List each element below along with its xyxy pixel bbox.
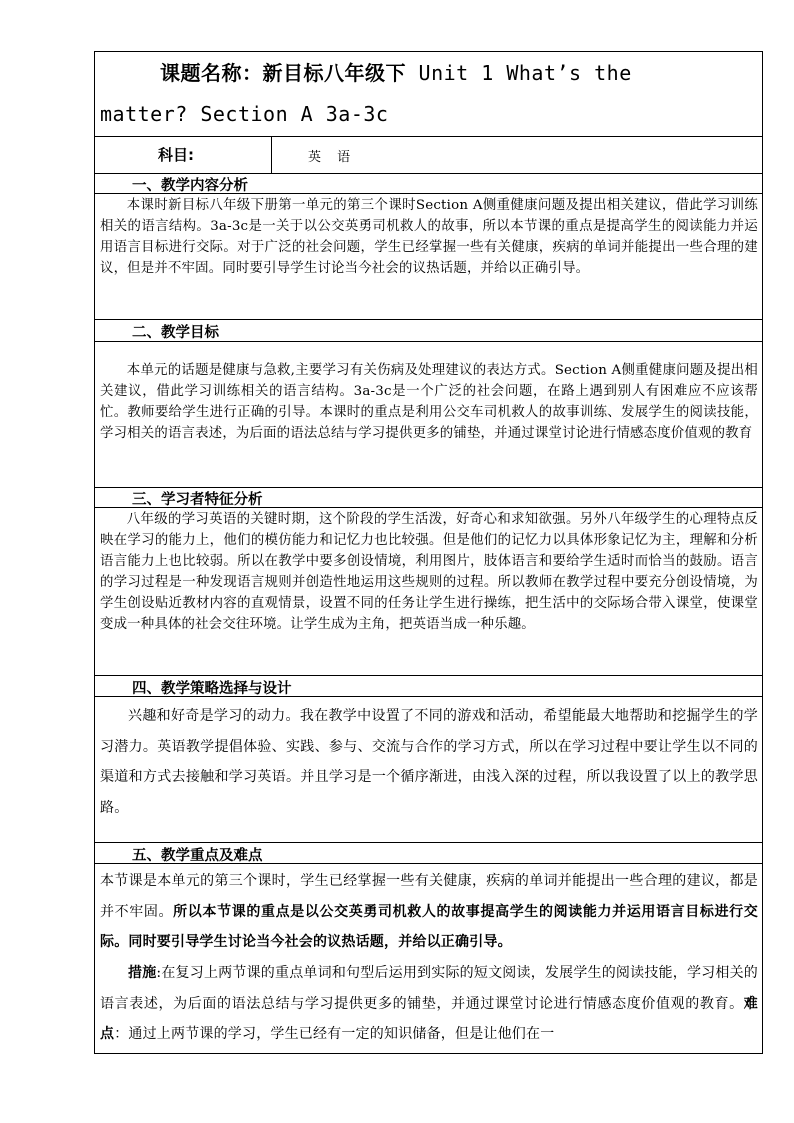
table-rule-vertical: [271, 136, 272, 173]
table-rule: [94, 675, 763, 676]
section-body-learner-analysis: 八年级的学习英语的关键时期，这个阶段的学生活泼，好奇心和求知欲强。另外八年级学生的心理特点反映在学习的能力上，他们的模仿能力和记忆力也比较强。但是他们的记忆力以具体形象记忆为主，理解和分析语言能力上也比较弱。所以在教学中要多创设情境，利用图片，肢体语言和要给学生适时而恰当的鼓励。语言的学习过程是一种发现语言规则并创造性地运用这些规则的过程。所以教师在教学过程中要充分创设情境，为学生创设贴近教材内容的直观情景，设置不同的任务让学生进行操练，把生活中的交际场合带入课堂，使课堂变成一种具体的社会交往环境。让学生成为主角，把英语当成一种乐趣。: [100, 512, 758, 632]
difficulty-text: ：通过上两节课的学习，学生已经有一定的知识储备，但是让他们在一: [114, 1026, 555, 1042]
table-border-right: [762, 51, 763, 1054]
section-heading-strategy: 四、教学策略选择与设计: [132, 681, 292, 697]
key-points-emphasis: 所以本节课的重点是以公交英勇司机救人的故事提高学生的阅读能力并运用语言目标进行交际。同时要引导学生讨论当今社会的议热话题，并给以正确引导。: [100, 903, 759, 950]
section-heading-content-analysis: 一、教学内容分析: [132, 178, 248, 194]
title-english: Unit 1 What’s the: [406, 61, 632, 85]
title-chinese: 课题名称：新目标八年级下: [160, 61, 406, 85]
table-rule: [94, 842, 763, 843]
section-body-strategy: 兴趣和好奇是学习的动力。我在教学中设置了不同的游戏和活动，希望能最大地帮助和挖掘学生的学习潜力。英语教学提倡体验、实践、参与、交流与合作的学习方式，所以在学习过程中要让学生以不同的渠道和方式去接触和学习英语。并且学习是一个循序渐进，由浅入深的过程，所以我设置了以上的教学思路。: [100, 708, 758, 816]
table-border-left: [94, 51, 95, 1054]
section-body-objectives: 本单元的话题是健康与急救,主要学习有关伤病及处理建议的表达方式。Section A侧重健康问题及提出相关建议，借此学习训练相关的语言结构。3a-3c是一个广泛的社会问题，在路上遇到别人有困难应不应该帮忙。教师要给学生进行正确的引导。本课时的重点是利用公交车司机救人的故事训练、发展学生的阅读技能，学习相关的语言表述，为后面的语法总结与学习提供更多的铺垫，并通过课堂讨论进行情感态度价值观的教育: [100, 363, 758, 441]
section-body-key-points: [100, 866, 758, 958]
measures-label: 措施: [128, 965, 157, 981]
key-points-text: 本节课是本单元的第三个课时，学生已经掌握一些有关健康，疾病的单词并能提出一些合理的建议，都是并不牢固。: [100, 873, 758, 920]
section-heading-key-points: 五、教学重点及难点: [132, 848, 263, 864]
section-body-measures: [100, 958, 758, 1050]
section-body-content-analysis: 本课时新目标八年级下册第一单元的第三个课时Section A侧重健康问题及提出相关建议，借此学习训练相关的语言结构。3a-3c是一关于以公交英勇司机救人的故事，所以本节课的重点是提高学生的阅读能力并运用语言目标进行交际。对于广泛的社会问题，学生已经掌握一些有关健康，疾病的单词并能提出一些合理的建议，但是并不牢固。同时要引导学生讨论当今社会的议热话题，并给以正确引导。: [100, 198, 758, 276]
section-heading-objectives: 二、教学目标: [132, 325, 219, 341]
title-line-2: matter? Section A 3a-3c: [100, 102, 389, 126]
table-rule: [94, 136, 763, 137]
title-line-1: [160, 53, 632, 93]
measures-text: :在复习上两节课的重点单词和句型后运用到实际的短文阅读，发展学生的阅读技能，学习相关的语言表述，为后面的语法总结与学习提供更多的铺垫，并通过课堂讨论进行情感态度价值观的教育。: [100, 965, 758, 1012]
table-border-bottom: [94, 1053, 763, 1054]
difficulty-label: 难点: [100, 995, 758, 1042]
section-heading-learner-analysis: 三、学习者特征分析: [132, 492, 263, 508]
subject-value: 英 语: [308, 150, 357, 165]
subject-label: 科目:: [158, 146, 194, 164]
table-rule: [94, 319, 763, 320]
table-border-top: [94, 51, 763, 52]
